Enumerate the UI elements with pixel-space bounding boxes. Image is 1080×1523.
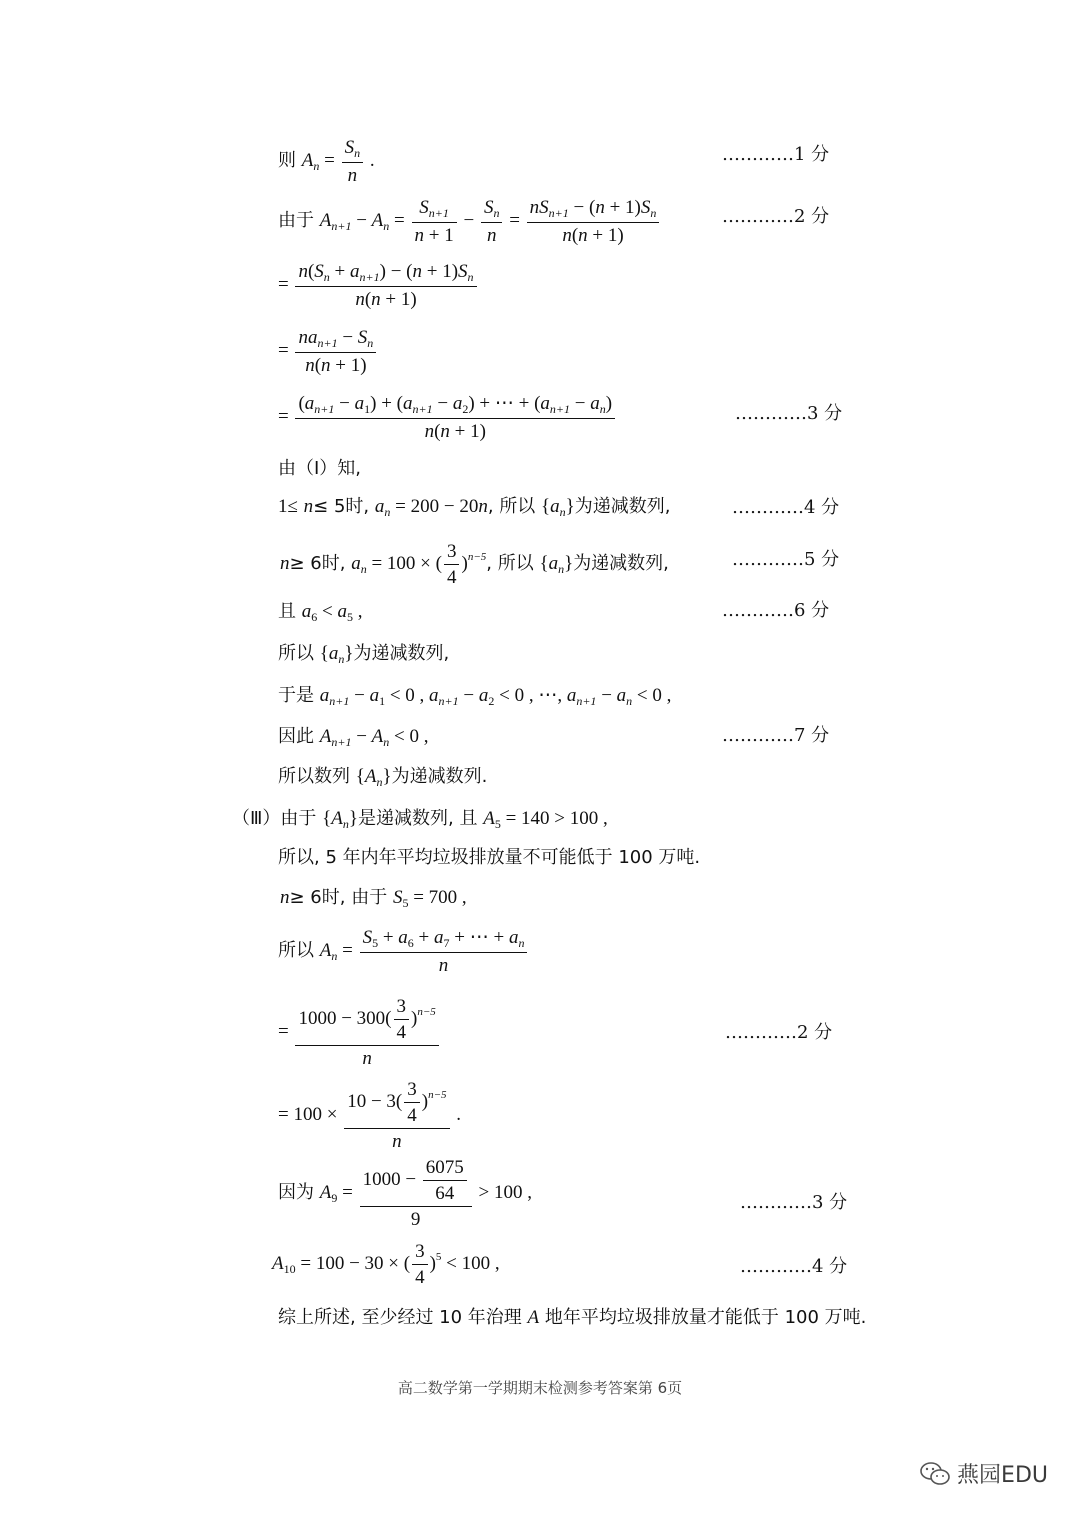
line-2 (278, 198, 661, 245)
formula-A9: $A_9$ = 1000 − $\frac{6075}{64}$ 9 > 100 , (319, 1157, 532, 1230)
line-9: n≥ 6时, $a_n = 100$ × ( $\frac{3}{4}$ )$^{n-5}$, 所以 $\{a_n\}$为递减数列, (280, 541, 669, 588)
score-9: …………3 分 (740, 1192, 848, 1213)
line-18: 所以 $A_n$ = $\frac{S_5 + a_6 + a_7 + \cdots + a_n}{n}$ (278, 928, 529, 975)
formula-an-linear: $a_n = 200 - 20n$ (374, 496, 488, 519)
formula-diff: $A_{n+1} - A_n$ = $\frac{S_{n+1}}{n + 1}$ − $\frac{S_n}{n}$ = $\frac{nS_{n+1} - (n + 1)S_n}{n(n + 1)}$ (320, 210, 662, 231)
score-1: …………1 分 (722, 144, 830, 165)
score-3: …………3 分 (735, 403, 843, 424)
line-8: 1≤ n≤ 5时, $a_n = 200 - 20n$, 所以 $\{a_n\}$为递减数列, (278, 496, 671, 519)
score-4: …………4 分 (732, 497, 840, 518)
line-12: 于是 $a_{n+1} - a_1 < 0$ , $a_{n+1} - a_2 < 0$ , ⋯, $a_{n+1} - a_n < 0$ , (278, 685, 672, 708)
line-20 (278, 1080, 461, 1151)
line-1 (278, 138, 375, 185)
formula-an-geom: $a_n = 100$ × ( $\frac{3}{4}$ )$^{n-5}$ (351, 541, 487, 588)
score-7: …………7 分 (722, 725, 830, 746)
formula-step3: = $\frac{(a_{n+1} - a_1) + (a_{n+1} - a_2) + \cdots + (a_{n+1} - a_n)}{n(n + 1)}$ (278, 406, 617, 427)
line-15: （Ⅲ）由于 $\{A_n\}$是递减数列, 且 $A_5 = 140 > 100$ , (232, 808, 608, 831)
line-3 (278, 262, 479, 309)
score-8: …………2 分 (725, 1022, 833, 1043)
text-youyu: 由于 (278, 209, 314, 231)
formula-step2: = $\frac{na_{n+1} - S_n}{n(n + 1)}$ (278, 340, 378, 361)
line-5 (278, 394, 617, 441)
wechat-icon (919, 1460, 951, 1488)
formula-A10: $A_{10} = 100 - 30$ × ( $\frac{3}{4}$ )$^5$ < 100 , (272, 1241, 500, 1288)
line-7: 由（Ⅰ）知, (278, 458, 362, 479)
score-10: …………4 分 (740, 1256, 848, 1277)
line-4 (278, 328, 378, 375)
line-13: 因此 $A_{n+1} - A_n < 0$ , (278, 726, 429, 749)
formula-step1: = $\frac{n(S_n + a_{n+1}) - (n + 1)S_n}{n(n + 1)}$ (278, 274, 479, 295)
watermark (919, 1458, 1048, 1489)
formula-An-1000: = 1000 − 300( $\frac{3}{4}$ )$^{n-5}$ n (278, 1021, 441, 1042)
watermark-text: 燕园EDU (957, 1463, 1048, 1488)
line-14: 所以数列 $\{A_n\}$为递减数列. (278, 766, 488, 789)
line-19 (278, 997, 441, 1068)
line-17: n≥ 6时, 由于 $S_5 = 700$ , (280, 887, 467, 910)
formula-An-100: = 100 × 10 − 3( $\frac{3}{4}$ )$^{n-5}$ n . (278, 1079, 461, 1152)
text-ze: 则 (278, 149, 296, 171)
score-5: …………5 分 (732, 549, 840, 570)
formula-An-sum: $A_n$ = $\frac{S_5 + a_6 + a_7 + \cdots + a_n}{n}$ (320, 940, 530, 961)
page-footer: 高二数学第一学期期末检测参考答案第 6页 (397, 1379, 683, 1397)
line-16: 所以, 5 年内年平均垃圾排放量不可能低于 100 万吨. (278, 847, 701, 868)
line-23: 综上所述, 至少经过 10 年治理 A 地年平均垃圾排放量才能低于 100 万吨. (278, 1307, 867, 1328)
line-21: 因为 $A_9$ = 1000 − $\frac{6075}{64}$ 9 > 100 , (278, 1157, 532, 1230)
line-10: 且 $a_6 < a_5$ , (278, 601, 363, 624)
line-11: 所以 $\{a_n\}$为递减数列, (278, 643, 450, 666)
line-22 (272, 1242, 500, 1287)
score-2: …………2 分 (722, 206, 830, 227)
score-6: …………6 分 (722, 600, 830, 621)
formula-an: $A_n$ = $\frac{S_n}{n}$ . (301, 137, 375, 186)
